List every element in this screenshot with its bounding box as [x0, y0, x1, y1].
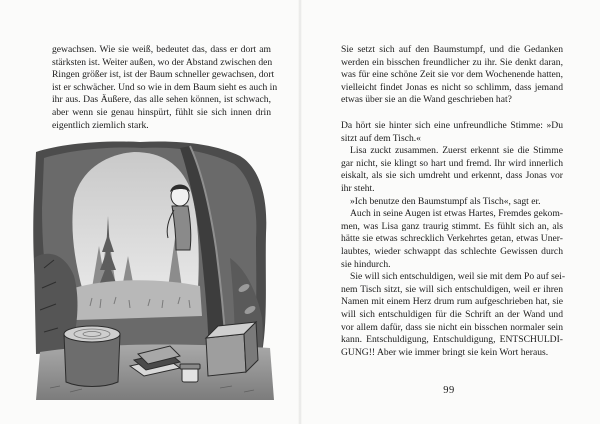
text-line: ist er schwächer. Und so wie in dem Baum sieht es auch in — [52, 81, 278, 93]
text-line: stärksten ist. Weiter außen, wo der Abstand zwischen den — [52, 56, 273, 68]
text-line: eigentlich ziemlich stark. — [52, 119, 149, 131]
right-page — [301, 0, 600, 424]
text-line: sitzt auf dem Tisch.« — [341, 132, 421, 144]
right-paragraph-2 — [341, 120, 566, 359]
text-line: gar nicht, sie klingt so hart und fremd. Ihr wird innerlich — [341, 157, 563, 169]
text-line: ihr aus. Das Äußere, das alle sehen können, ist schwach, — [52, 94, 271, 106]
jar — [180, 364, 200, 382]
text-line: Sie setzt sich auf den Baumstumpf, und die Gedanken — [341, 44, 563, 55]
text-line: was für eine schöne Zeit sie vor dem Wochenende hatten, — [341, 69, 563, 81]
tree-stump — [64, 326, 120, 387]
text-line: »Ich benutze den Baumstumpf als Tisch«, sagt er. — [350, 195, 541, 207]
text-line: ihr steht. — [341, 182, 375, 194]
forest-scene-illustration — [30, 138, 280, 400]
cardboard-box — [206, 322, 258, 376]
text-line: men, was Lisa ganz traurig stimmt. Es fühlt sich an, als — [341, 220, 563, 232]
left-paragraph — [52, 44, 278, 132]
text-line: nem Tisch sitzt, sie will sich entschuldigen, weil er ihren — [341, 283, 563, 295]
text-line: Sie will sich entschuldigen, weil sie mit dem Po auf sei- — [350, 271, 566, 283]
left-page — [0, 0, 299, 424]
text-line: Da hört sie hinter sich eine unfreundliche Stimme: »Du — [341, 120, 563, 131]
text-line: werden ein bisschen freundlicher zu ihr. Sie denkt daran, — [341, 56, 563, 68]
text-line: aber wenn sie genau hinspürt, fühlt sie sich innen drin — [52, 106, 271, 118]
text-line: Ringen größer ist, ist der Baum schneller gewachsen, dort — [52, 69, 275, 81]
text-line: vielleicht findet Jonas es nicht so schlimm, dass jemand — [341, 81, 563, 93]
right-paragraph-1 — [341, 44, 563, 107]
text-line: sie hindurch. — [341, 258, 391, 270]
text-line: Lisa zuckt zusammen. Zuerst erkennt sie die Stimme — [350, 145, 563, 157]
text-line: Auch in seine Augen ist etwas Hartes, Fremdes gekom- — [350, 208, 563, 220]
page-number: 99 — [443, 385, 455, 396]
text-line: will sich entschuldigen für die Schrift an der Wand und — [341, 308, 563, 320]
text-line: laubtes, wieder schwappt das schlechte Gewissen durch — [341, 245, 563, 257]
text-line: etwas über sie an die Wand geschrieben hat? — [341, 94, 512, 106]
text-line: kann. Entschuldigung, Entschuldigung, ENTSCHULDI- — [341, 334, 563, 346]
text-line: GUNG!! Aber wie immer bringt sie kein Wort heraus. — [341, 346, 549, 358]
text-line: gewachsen. Wie sie weiß, bedeutet das, dass er dort am — [52, 44, 271, 55]
text-line: Namen mit einem Herz drum rum aufgeschrieben hat, sie — [341, 296, 563, 308]
text-line: eiskalt, als sie sich umdreht und erkennt, dass Jonas vor — [341, 170, 563, 182]
text-line: vor allem dafür, dass sie nicht ein bisschen normaler sein — [341, 321, 563, 333]
text-line: hätte sie etwas schrecklich Verkehrtes getan, etwas Uner- — [341, 233, 563, 245]
